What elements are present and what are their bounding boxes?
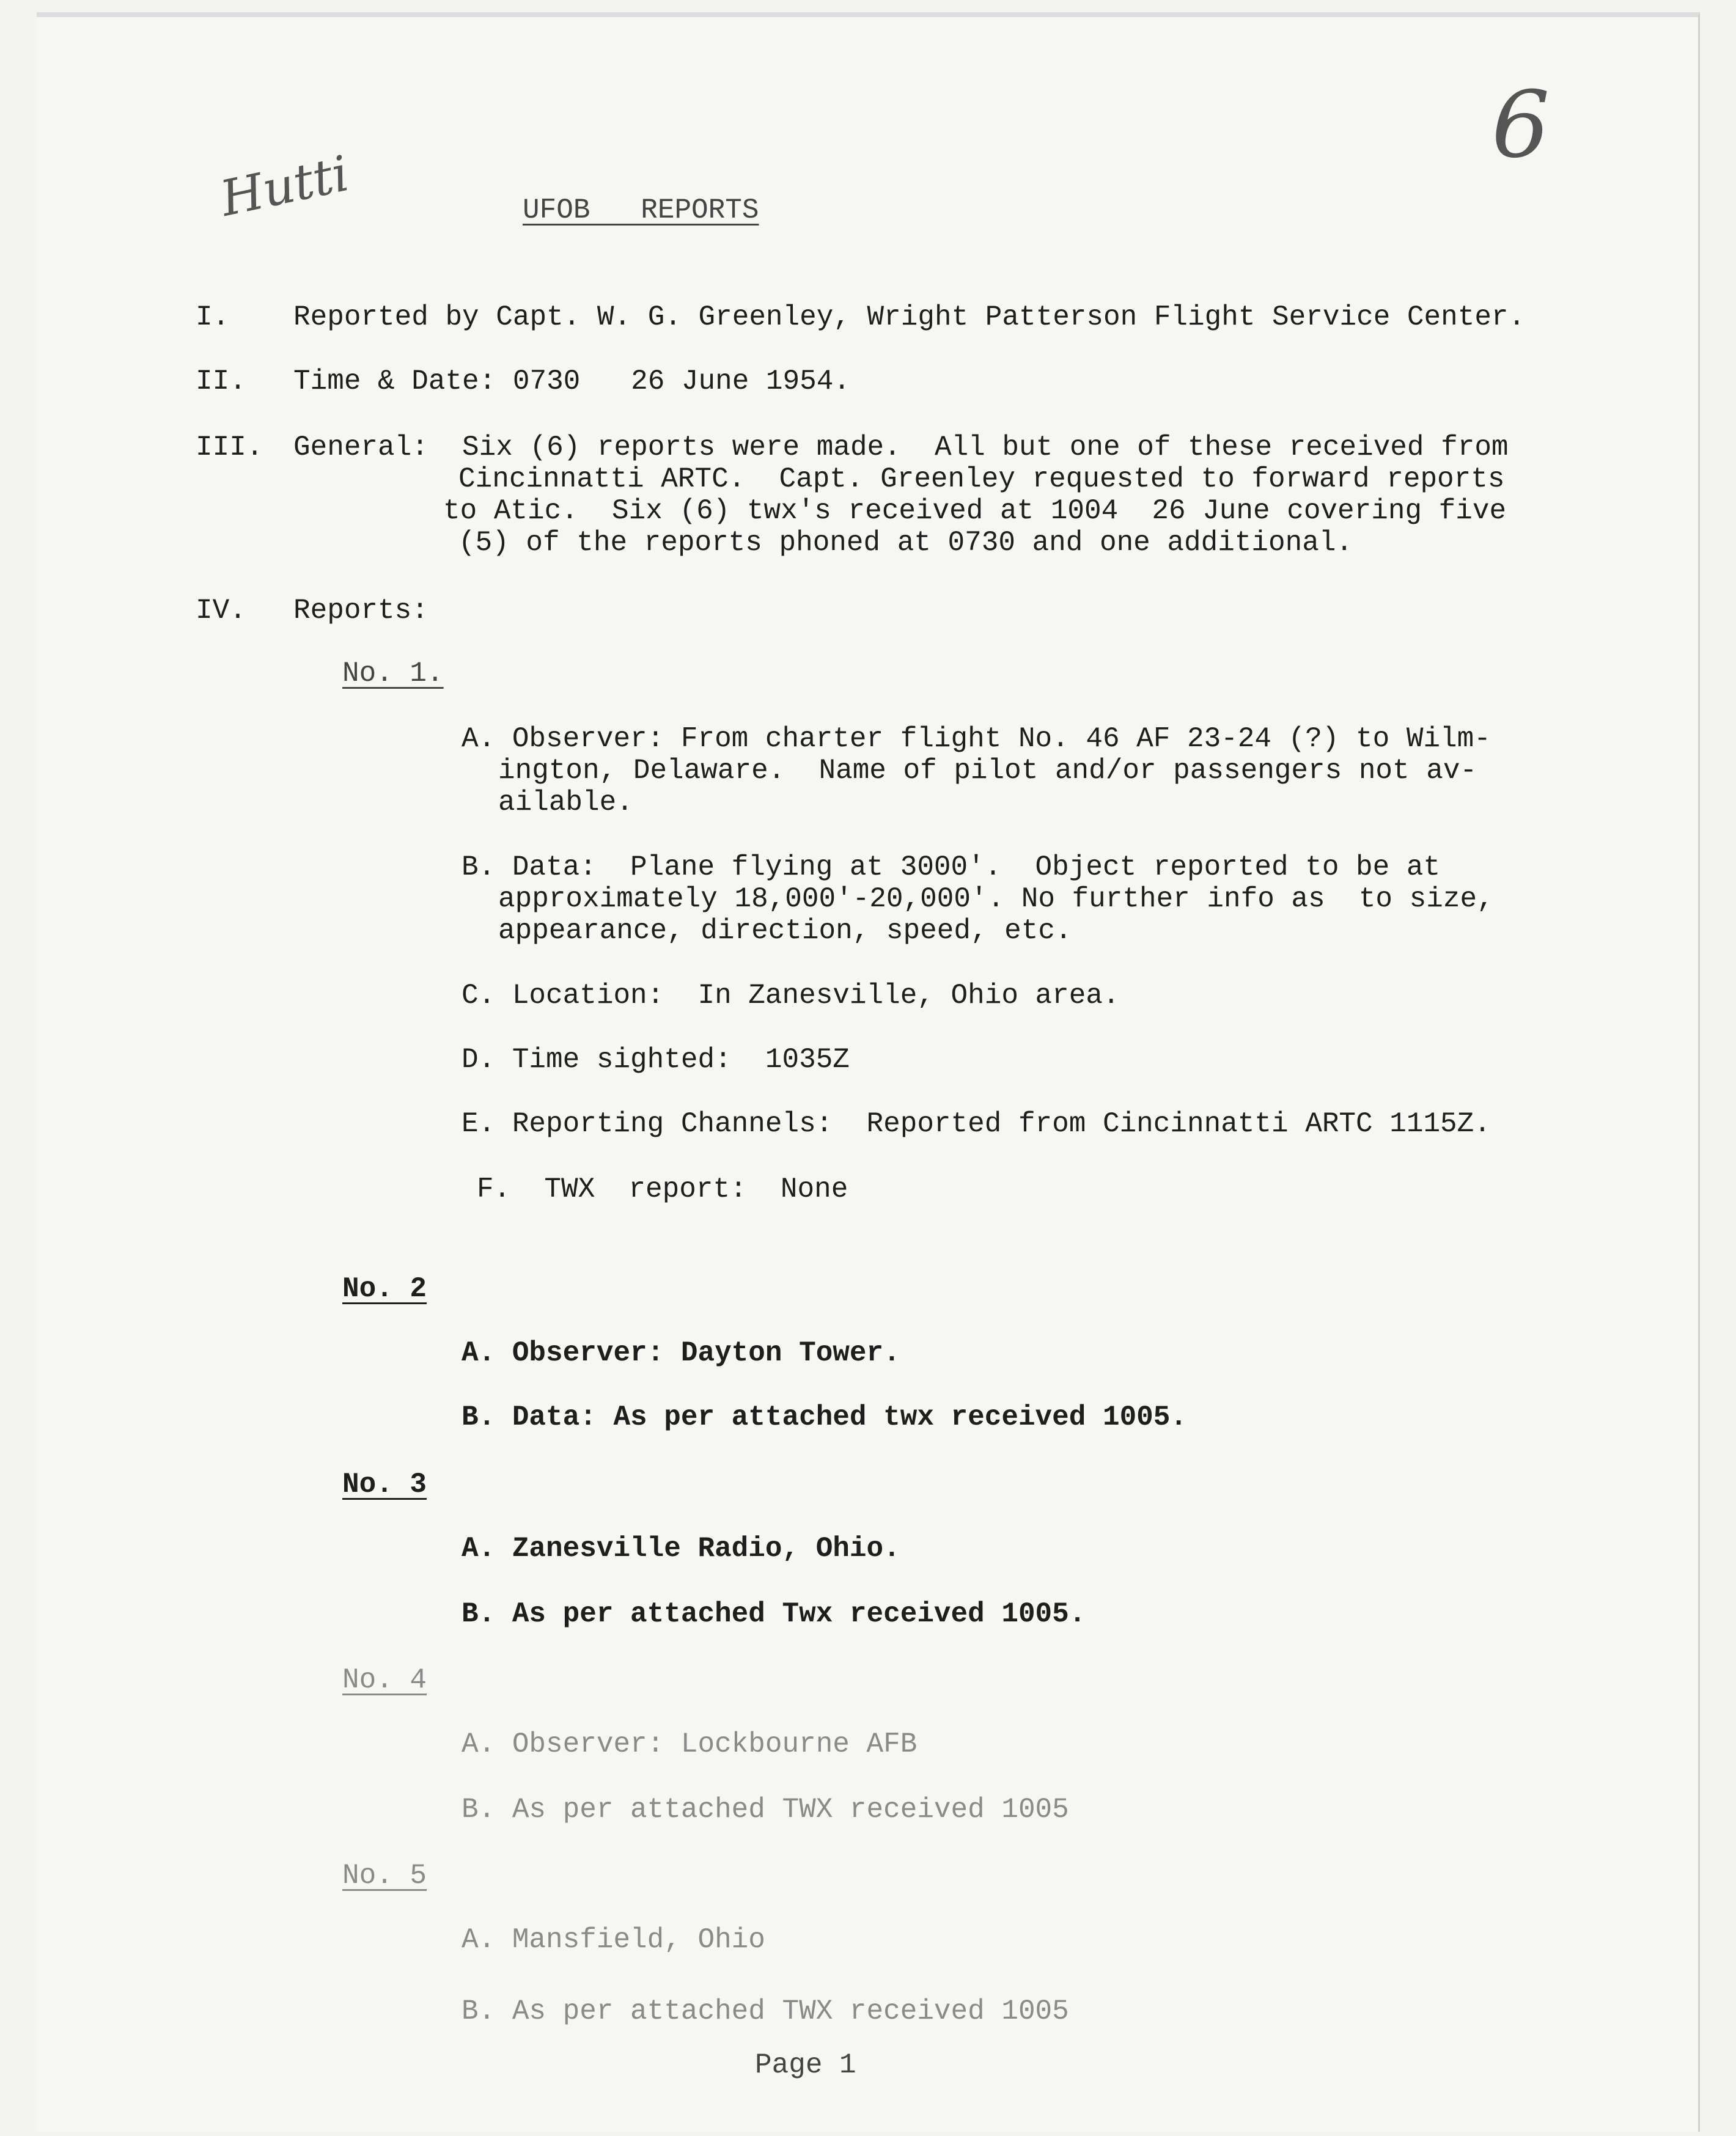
handwritten-page-mark: 6 [1491,72,1550,178]
section-number-ii: II. [196,365,246,397]
report-1-item-b-line: approximately 18,000'-20,000'. No further info as to size, [498,883,1494,915]
report-5-item-b: B. As per attached TWX received 1005 [462,1995,1069,2027]
section-number-iii: III. [196,431,263,463]
section-iii-line: to Atic. Six (6) twx's received at 1004 26 June covering five [443,495,1507,527]
handwritten-initials: Hutti [215,145,354,227]
section-iii-line: Cincinnatti ARTC. Capt. Greenley requested to forward reports [458,463,1505,495]
report-2-item-a: A. Observer: Dayton Tower. [462,1337,900,1369]
report-1-item-f: F. TWX report: None [477,1173,848,1205]
report-4-item-a: A. Observer: Lockbourne AFB [462,1728,918,1760]
section-number-i: I. [196,301,230,333]
report-heading-5: No. 5 [342,1860,427,1892]
report-heading-2: No. 2 [342,1273,427,1305]
report-1-item-a-line: ailable. [498,787,633,818]
report-1-item-d: D. Time sighted: 1035Z [462,1044,850,1076]
report-heading-4: No. 4 [342,1664,427,1696]
section-ii-text: Time & Date: 0730 26 June 1954. [293,365,850,397]
report-1-item-a-line: ington, Delaware. Name of pilot and/or passengers not av- [498,755,1477,787]
report-heading-1: No. 1. [342,658,444,689]
section-iv-text: Reports: [293,595,428,626]
report-1-item-c: C. Location: In Zanesville, Ohio area. [462,980,1120,1011]
report-2-item-b: B. Data: As per attached twx received 1005. [462,1401,1187,1433]
document-page [37,12,1700,2132]
report-1-item-e: E. Reporting Channels: Reported from Cincinnatti ARTC 1115Z. [462,1108,1491,1140]
report-heading-3: No. 3 [342,1469,427,1500]
report-3-item-a: A. Zanesville Radio, Ohio. [462,1533,900,1565]
section-iii-line: (5) of the reports phoned at 0730 and one additional. [458,527,1353,559]
report-1-item-b-line: appearance, direction, speed, etc. [498,915,1072,947]
report-3-item-b: B. As per attached Twx received 1005. [462,1598,1086,1630]
report-1-item-b-line: B. Data: Plane flying at 3000'. Object reported to be at [462,851,1441,883]
page-number: Page 1 [755,2049,856,2081]
section-i-text: Reported by Capt. W. G. Greenley, Wright Patterson Flight Service Center. [293,301,1526,333]
report-1-item-a-line: A. Observer: From charter flight No. 46 AF 23-24 (?) to Wilm- [462,723,1491,755]
report-4-item-b: B. As per attached TWX received 1005 [462,1794,1069,1826]
document-title: UFOB REPORTS [523,194,759,226]
report-5-item-a: A. Mansfield, Ohio [462,1924,765,1956]
section-number-iv: IV. [196,595,246,626]
section-iii-line: General: Six (6) reports were made. All but one of these received from [293,431,1509,463]
